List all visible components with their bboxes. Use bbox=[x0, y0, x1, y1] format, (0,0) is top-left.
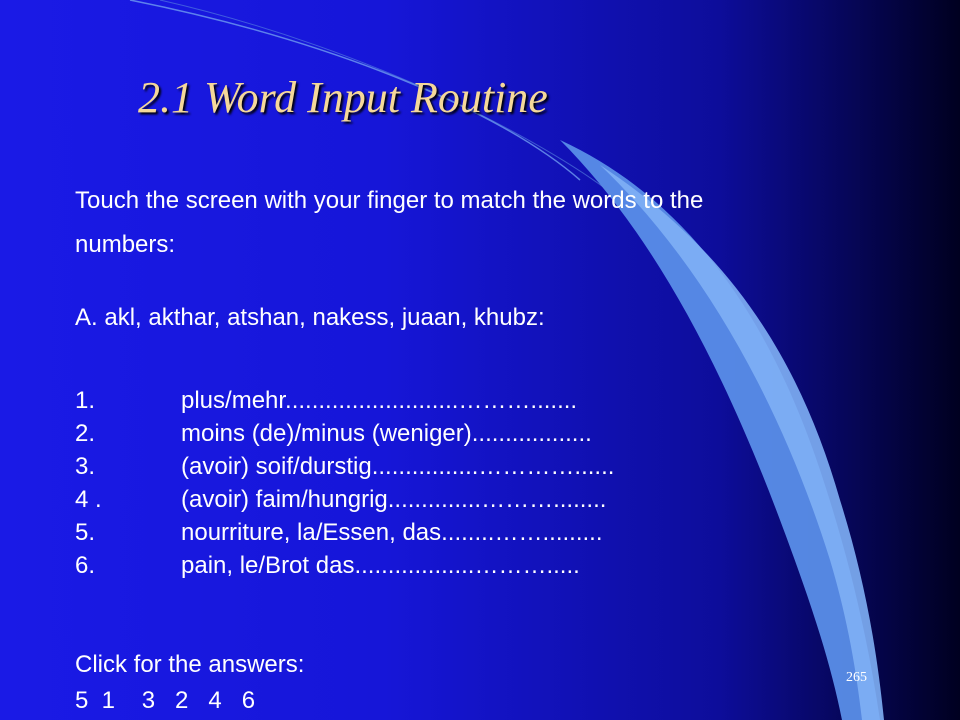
instructions-line-1: Touch the screen with your finger to match the words to the bbox=[75, 187, 704, 214]
item-number: 2. bbox=[75, 420, 96, 447]
item-text: plus/mehr..........................………....... bbox=[181, 387, 578, 414]
page-number: 265 bbox=[846, 670, 867, 685]
item-number: 6. bbox=[75, 552, 96, 579]
instructions-line-2: numbers: bbox=[75, 231, 176, 258]
item-text: moins (de)/minus (weniger).................. bbox=[181, 420, 592, 447]
answers-label[interactable]: Click for the answers: bbox=[75, 651, 305, 678]
item-text: (avoir) faim/hungrig..............………........ bbox=[181, 486, 607, 513]
item-number: 4 . bbox=[75, 486, 102, 513]
word-list: A. akl, akthar, atshan, nakess, juaan, khubz: bbox=[75, 304, 545, 331]
item-number: 5. bbox=[75, 519, 96, 546]
slide-title: 2.1 Word Input Routine bbox=[138, 73, 548, 122]
item-text: (avoir) soif/durstig................…………...... bbox=[181, 453, 615, 480]
item-number: 1. bbox=[75, 387, 96, 414]
answers-sequence: 5 1 3 2 4 6 bbox=[75, 687, 256, 714]
item-text: pain, le/Brot das..................………..... bbox=[181, 552, 580, 579]
item-number: 3. bbox=[75, 453, 96, 480]
item-text: nourriture, la/Essen, das........……......... bbox=[181, 519, 603, 546]
